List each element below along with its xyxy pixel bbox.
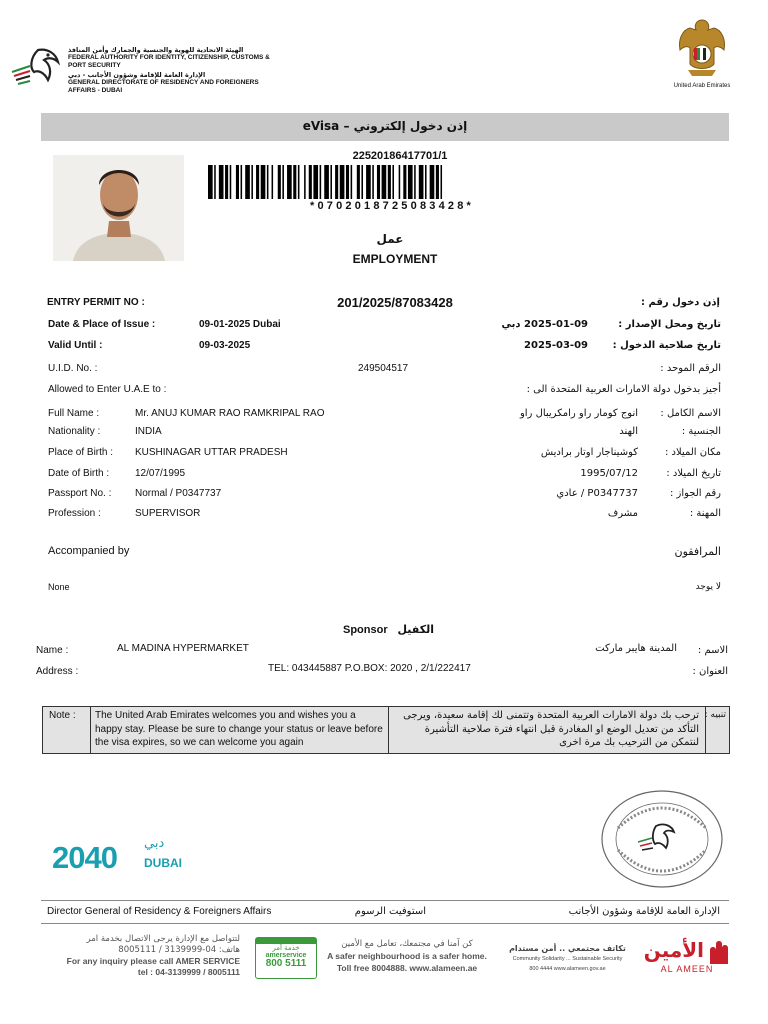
barcode-bar xyxy=(320,165,322,199)
alameen-logo xyxy=(640,938,740,978)
community-en: Community Solidarity ... Sustainable Security xyxy=(512,956,623,962)
field-value: 12/07/1995 xyxy=(135,468,186,479)
official-stamp xyxy=(598,788,726,890)
field-label-ar: مكان الميلاد : xyxy=(664,447,721,458)
field-value: Mr. ANUJ KUMAR RAO RAMKRIPAL RAO xyxy=(135,408,325,419)
alameen-logo-ar: الأمين xyxy=(643,938,704,962)
allowed-label: Allowed to Enter U.A.E to : xyxy=(48,384,167,395)
barcode-bar xyxy=(241,165,243,199)
barcode-bar xyxy=(392,165,394,199)
amer-logo-ar: خدمة آمر xyxy=(272,944,300,952)
barcode-bar xyxy=(313,165,318,199)
alameen-slogan xyxy=(322,938,492,974)
field-label: Date of Birth : xyxy=(48,468,110,479)
barcode-bar xyxy=(236,165,239,199)
dubai-2040-en: DUBAI xyxy=(144,856,182,870)
barcode-bar xyxy=(346,165,349,199)
amer-logo-en: amerservice xyxy=(265,952,307,959)
barcode-bar xyxy=(408,165,413,199)
community-ar: تكاتف مجتمعي .. أمن مستدام xyxy=(509,944,626,953)
barcode-bar xyxy=(436,165,439,199)
field-value-ar: كوشيناجار اوتار براديش xyxy=(540,447,638,458)
file-number: 22520186417701/1 xyxy=(352,150,448,162)
barcode-bar xyxy=(278,165,281,199)
issue-value-ar: 2025-01-09 دبي xyxy=(501,319,588,330)
sponsor-name-label-ar: الاسم : xyxy=(697,645,728,656)
valid-value: 09-03-2025 xyxy=(199,340,251,351)
visa-type-en: EMPLOYMENT xyxy=(352,252,438,266)
emblem-caption: United Arab Emirates xyxy=(673,83,731,89)
field-label-ar: المهنة : xyxy=(689,508,721,519)
dubai-2040-logo xyxy=(52,836,192,876)
entry-permit-label: ENTRY PERMIT NO : xyxy=(47,297,145,308)
barcode-bar xyxy=(388,165,391,199)
valid-value-ar: 2025-03-09 xyxy=(524,340,588,351)
barcode-bar xyxy=(304,165,306,199)
community-block xyxy=(505,944,630,974)
visa-type-ar: عمل xyxy=(376,232,404,246)
barcode-bar xyxy=(335,165,338,199)
sponsor-address: TEL: 043445887 P.O.BOX: 2020 , 2/1/222417 xyxy=(268,663,471,674)
gdrfa-falcon-logo xyxy=(8,42,66,92)
barcode-bar xyxy=(256,165,259,199)
dubai-2040-number: 2040 xyxy=(52,840,117,875)
uae-emblem-icon xyxy=(672,16,732,80)
note-text-en: The United Arab Emirates welcomes you and wishes you a happy stay. Please be sure to change your status or leave before the visa expires, so we can welcome you again xyxy=(95,710,383,748)
field-label: Nationality : xyxy=(48,426,101,437)
barcode-bar xyxy=(366,165,371,199)
barcode-bar xyxy=(245,165,250,199)
barcode-bar xyxy=(377,165,380,199)
entry-permit-number: 201/2025/87083428 xyxy=(337,295,453,310)
barcode-bar xyxy=(441,165,443,199)
field-label-ar: تاريخ الميلاد : xyxy=(666,468,721,479)
sponsor-name-ar: المدينة هايبر ماركت xyxy=(595,643,677,654)
barcode-bar xyxy=(225,165,228,199)
barcode-bar xyxy=(282,165,284,199)
amer-contact-ar-2: هاتف: 04-3139999 / 8005111 xyxy=(118,945,240,955)
field-label: Passport No. : xyxy=(48,488,112,499)
accompanied-label: Accompanied by xyxy=(48,545,130,557)
barcode-bar xyxy=(430,165,435,199)
barcode-bar xyxy=(251,165,253,199)
field-label: Full Name : xyxy=(48,408,100,419)
barcode-bar xyxy=(382,165,387,199)
footer-divider-2 xyxy=(41,923,729,924)
valid-label-ar: تاريخ صلاحية الدخول : xyxy=(612,340,721,351)
alameen-logo-en: AL AMEEN xyxy=(660,964,714,974)
field-label-ar: الاسم الكامل : xyxy=(660,408,721,419)
holder-photo xyxy=(53,155,184,261)
field-value: KUSHINAGAR UTTAR PRADESH xyxy=(135,447,288,458)
barcode-bar xyxy=(298,165,300,199)
barcode-bar xyxy=(293,165,296,199)
barcode-bar xyxy=(357,165,360,199)
barcode-bar xyxy=(372,165,374,199)
field-label-ar: رقم الجواز : xyxy=(669,488,721,499)
field-value-ar: P0347737 / عادي xyxy=(556,488,638,499)
barcode-bar xyxy=(330,165,332,199)
barcode-bar xyxy=(261,165,266,199)
alameen-hand-icon xyxy=(706,940,734,966)
uid-value: 249504517 xyxy=(358,363,409,374)
directorate-name-ar: الإدارة العامة للإقامة وشؤون الأجانب - دبي xyxy=(68,70,206,79)
field-label: Place of Birth : xyxy=(48,447,114,458)
accompanied-label-ar: المرافقون xyxy=(674,545,721,558)
fees-paid-signature: استوفيت الرسوم xyxy=(354,906,426,917)
barcode-bar xyxy=(272,165,274,199)
note-label: Note : xyxy=(49,710,76,721)
barcode-bar xyxy=(208,165,213,199)
amer-logo-number: 800 5111 xyxy=(265,958,307,969)
note-label-ar: تنبيه : xyxy=(704,710,726,720)
barcode-bar xyxy=(403,165,406,199)
barcode xyxy=(208,165,576,199)
barcode-bar xyxy=(414,165,416,199)
field-value-ar: 1995/07/12 xyxy=(580,468,638,479)
amer-contact-ar-1: لتتواصل مع الإدارة يرجى الاتصال بخدمة امر xyxy=(86,934,240,944)
accompanied-value-ar: لا يوجد xyxy=(695,582,721,592)
field-value: Normal / P0347737 xyxy=(135,488,222,499)
amer-contact xyxy=(44,934,240,978)
sponsor-name-label: Name : xyxy=(36,645,69,656)
sponsor-address-label-ar: العنوان : xyxy=(692,666,728,677)
barcode-bar xyxy=(399,165,401,199)
director-general-ar: الإدارة العامة للإقامة وشؤون الأجانب xyxy=(568,906,720,917)
barcode-bar xyxy=(287,165,292,199)
barcode-bar xyxy=(309,165,312,199)
issue-label: Date & Place of Issue : xyxy=(48,319,156,330)
authority-name-block xyxy=(68,46,283,95)
uid-label: U.I.D. No. : xyxy=(48,363,98,374)
barcode-bar xyxy=(267,165,269,199)
sponsor-name: AL MADINA HYPERMARKET xyxy=(117,643,249,654)
valid-label: Valid Until : xyxy=(48,340,103,351)
barcode-bar xyxy=(324,165,329,199)
directorate-name-en: GENERAL DIRECTORATE OF RESIDENCY AND FOREIGNERS AFFAIRS - DUBAI xyxy=(68,78,259,95)
field-value-ar: مشرف xyxy=(607,508,638,519)
issue-value: 09-01-2025 Dubai xyxy=(199,319,281,330)
uid-label-ar: الرقم الموحد : xyxy=(660,363,721,374)
barcode-bar xyxy=(219,165,224,199)
field-value: INDIA xyxy=(135,426,162,437)
accompanied-value: None xyxy=(48,582,70,592)
authority-name-ar: الهيئة الاتحادية للهوية والجنسية والجمارك وأمن المنافذ xyxy=(68,46,244,54)
field-label-ar: الجنسية : xyxy=(681,426,721,437)
field-value: SUPERVISOR xyxy=(135,508,201,519)
barcode-bar xyxy=(361,165,363,199)
field-value-ar: الهند xyxy=(619,426,638,437)
alameen-slogan-ar: كن آمنا في مجتمعك، تعامل مع الأمين xyxy=(341,939,473,949)
community-contact: 800 4444 www.alameen.gov.ae xyxy=(529,966,606,972)
footer-divider xyxy=(41,900,729,901)
barcode-bar xyxy=(214,165,216,199)
entry-permit-label-ar: إذن دخول رقم : xyxy=(641,297,720,308)
note-box xyxy=(42,706,730,754)
dubai-2040-ar: دبي xyxy=(144,836,165,851)
barcode-bar xyxy=(419,165,424,199)
evisa-title: إذن دخول إلكتروني – eVisa xyxy=(302,119,468,133)
sponsor-address-label: Address : xyxy=(36,666,79,677)
alameen-slogan-en-2: Toll free 8004888. www.alameen.ae xyxy=(336,963,478,973)
note-text-ar: ترحب بك دولة الامارات العربية المتحدة وتتمنى لك إقامة سعيدة، ويرجى التأكد من تعديل الوضع او المغادرة قبل انتهاء فترة صلاحية التأشيرة لنتمكن من الترحيب بك مرة اخرى xyxy=(403,710,699,748)
director-general-en: Director General of Residency & Foreigners Affairs xyxy=(47,906,272,917)
sponsor-title-ar: الكفيل xyxy=(397,623,434,636)
issue-label-ar: تاريخ ومحل الإصدار : xyxy=(618,319,721,330)
alameen-slogan-en-1: A safer neighbourhood is a safer home. xyxy=(327,951,487,961)
authority-name-en: FEDERAL AUTHORITY FOR IDENTITY, CITIZENSHIP, CUSTOMS & PORT SECURITY xyxy=(68,54,270,70)
field-value-ar: انوج كومار راو رامكريبال راو xyxy=(519,408,638,419)
barcode-bar xyxy=(340,165,345,199)
sponsor-title: Sponsor xyxy=(343,624,388,636)
amer-contact-en-1: For any inquiry please call AMER SERVICE xyxy=(66,956,240,966)
amer-contact-en-2: tel : 04-3139999 / 8005111 xyxy=(137,967,240,977)
amer-service-logo xyxy=(255,937,317,979)
allowed-label-ar: أجيز بدخول دولة الامارات العربية المتحدة الى : xyxy=(526,384,721,395)
field-label: Profession : xyxy=(48,508,101,519)
barcode-bar xyxy=(425,165,427,199)
barcode-bar xyxy=(351,165,353,199)
barcode-bar xyxy=(230,165,232,199)
barcode-number: *0702018725083428* xyxy=(309,200,475,212)
